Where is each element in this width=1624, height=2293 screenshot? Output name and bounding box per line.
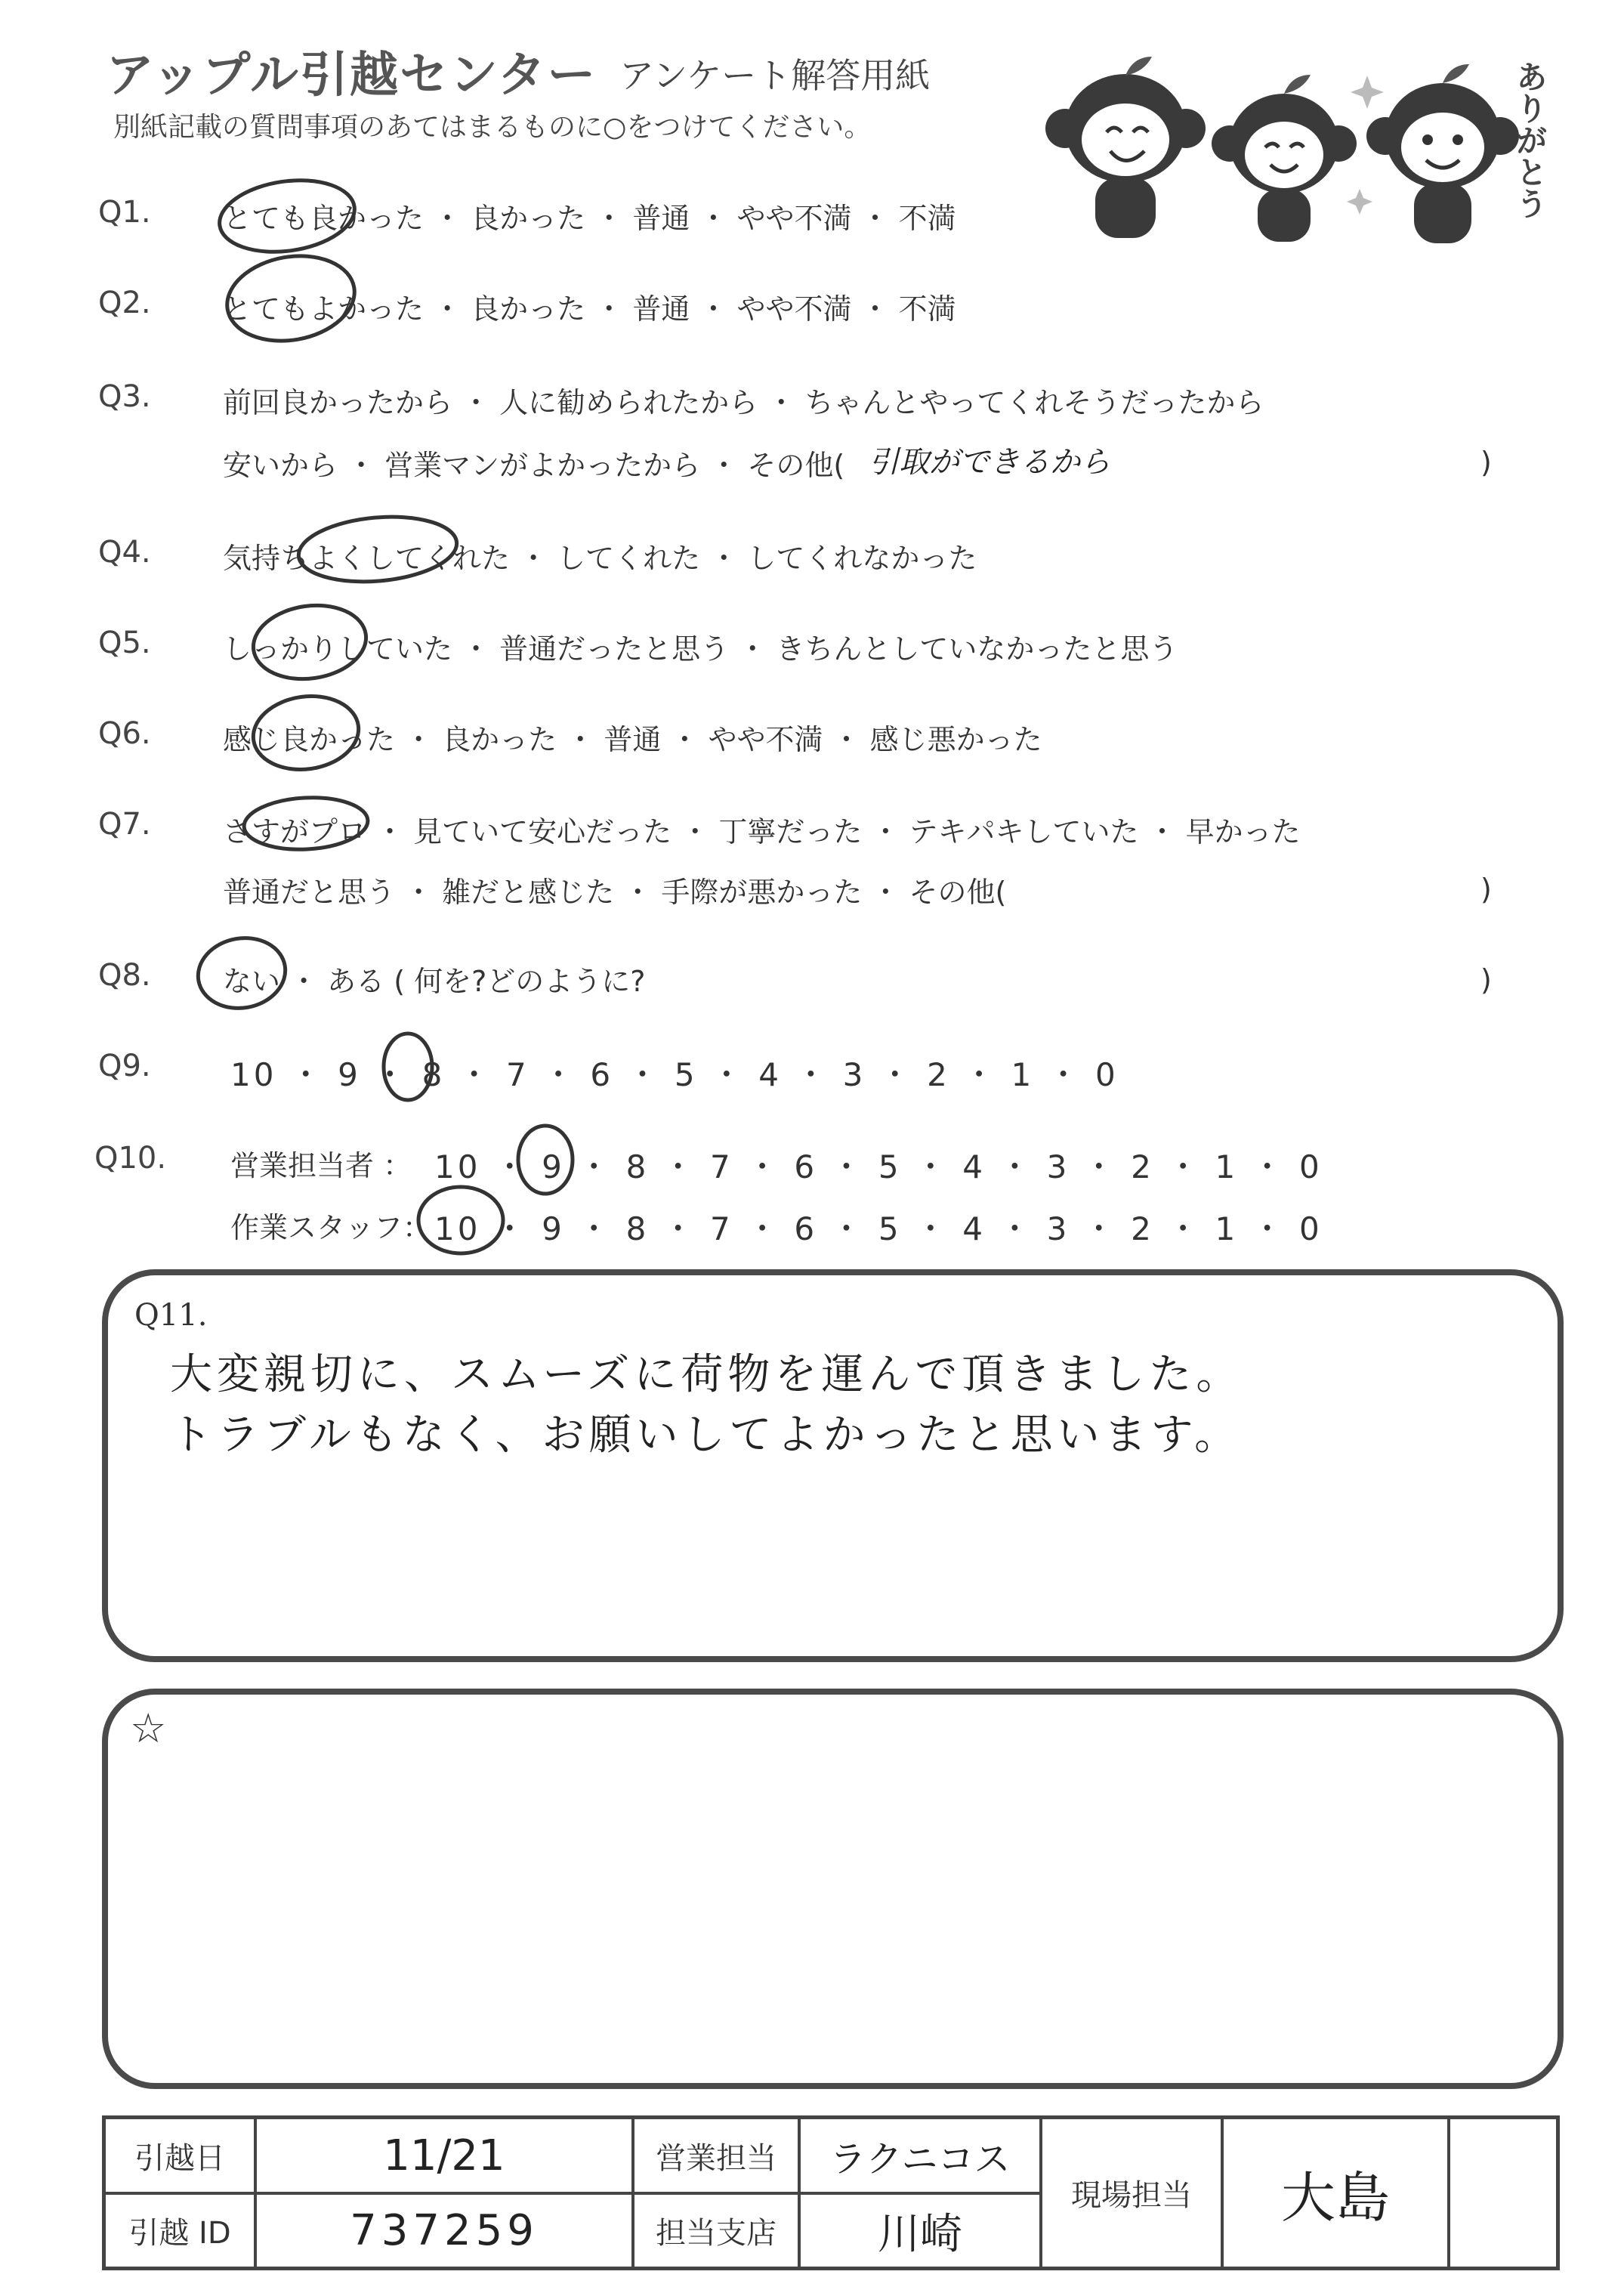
sales-rep-value: ラクニコス [799,2118,1041,2193]
q10-number: Q10. [94,1141,167,1176]
q4-selection-circle [287,508,468,591]
q8-close-paren: ) [1480,963,1492,997]
free-comment-box[interactable] [102,1689,1564,2089]
q11-comment-box[interactable] [102,1269,1564,1662]
footer-info-table [102,2115,1560,2270]
q8-options[interactable]: ない ・ ある ( 何を?どのように? [223,965,646,998]
q5-selection-circle [242,597,378,688]
q7-options-line2[interactable]: 普通だと思う ・ 雑だと感じた ・ 手際が悪かった ・ その他( [223,876,1007,909]
monkey-mascots-icon [1035,45,1548,249]
q3-number: Q3. [98,379,151,414]
moving-date-value: 11/21 [255,2118,633,2193]
form-title: アップル引越センター [106,48,597,104]
q10-sales-label: 営業担当者 ： [230,1149,412,1182]
branch-label: 担当支店 [633,2193,799,2268]
site-staff-value-2 [1449,2118,1558,2268]
q7-number: Q7. [98,807,151,842]
q9-selection-circle [374,1028,442,1111]
q9-number: Q9. [98,1049,151,1083]
moving-id-label: 引越 ID [104,2193,255,2268]
site-staff-value-1: 大島 [1222,2118,1449,2268]
q7-options-line1[interactable]: さすがプロ ・ 見ていて安心だった ・ 丁寧だった ・ テキパキしていた ・ 早かった [223,815,1301,848]
mascot-thanks-text: ありがとう [1511,60,1548,219]
q11-comment-line2: トラブルもなく、お願いしてよかったと思います。 [170,1411,1242,1460]
q9-scale[interactable]: 10 ・ 9 ・ 8 ・ 7 ・ 6 ・ 5 ・ 4 ・ 3 ・ 2 ・ 1 ・ 0 [230,1056,1119,1093]
q8-selection-circle [189,928,295,1018]
site-staff-label: 現場担当 [1041,2118,1222,2268]
q1-options[interactable]: とても良かった ・ 良かった ・ 普通 ・ やや不満 ・ 不満 [223,202,956,235]
q7-close-paren: ) [1480,873,1492,906]
star-label: ☆ [130,1704,167,1752]
q1-number: Q1. [98,195,151,230]
moving-id-value: 737259 [255,2193,633,2268]
q11-label: Q11. [134,1298,208,1333]
q11-comment-line1: 大変親切に、スムーズに荷物を運んで頂きました。 [170,1350,1243,1399]
q6-selection-circle [242,688,370,778]
q2-options[interactable]: とてもよかった ・ 良かった ・ 普通 ・ やや不満 ・ 不満 [223,292,956,326]
form-subtitle: アンケート解答用紙 [619,55,931,96]
sales-rep-label: 営業担当 [633,2118,799,2193]
instruction-text: 別紙記載の質問事項のあてはまるものに○をつけてください。 [113,112,872,143]
q10-sales-selection-circle [508,1118,583,1201]
q5-options[interactable]: しっかりしていた ・ 普通だったと思う ・ きちんとしていなかったと思う [223,632,1178,666]
q4-options[interactable]: 気持ちよくしてくれた ・ してくれた ・ してくれなかった [223,542,977,575]
q10-sales-scale[interactable]: 10 ・ 9 ・ 8 ・ 7 ・ 6 ・ 5 ・ 4 ・ 3 ・ 2 ・ 1 ・ 0 [434,1148,1323,1185]
q4-number: Q4. [98,535,151,570]
q2-selection-circle [215,249,366,348]
q3-close-paren: ) [1480,446,1492,479]
q5-number: Q5. [98,626,151,660]
q8-number: Q8. [98,958,151,993]
q7-selection-circle [234,786,378,861]
q6-number: Q6. [98,716,151,751]
q2-number: Q2. [98,286,151,320]
q10-staff-scale[interactable]: 10 ・ 9 ・ 8 ・ 7 ・ 6 ・ 5 ・ 4 ・ 3 ・ 2 ・ 1 ・ 0 [434,1210,1323,1247]
q10-staff-label: 作業スタッフ： [230,1211,432,1244]
q6-options[interactable]: 感じ良かった ・ 良かった ・ 普通 ・ やや不満 ・ 感じ悪かった [223,723,1042,756]
q3-options-line1[interactable]: 前回良かったから ・ 人に勧められたから ・ ちゃんとやってくれそうだったから [223,386,1264,419]
branch-value: 川崎 [799,2193,1041,2268]
q3-other-answer: 引取ができるから [869,445,1110,480]
q3-options-line2[interactable]: 安いから ・ 営業マンがよかったから ・ その他( [223,449,845,482]
mascot-illustration [1035,45,1548,249]
moving-date-label: 引越日 [104,2118,255,2193]
q10-staff-selection-circle [412,1179,510,1262]
